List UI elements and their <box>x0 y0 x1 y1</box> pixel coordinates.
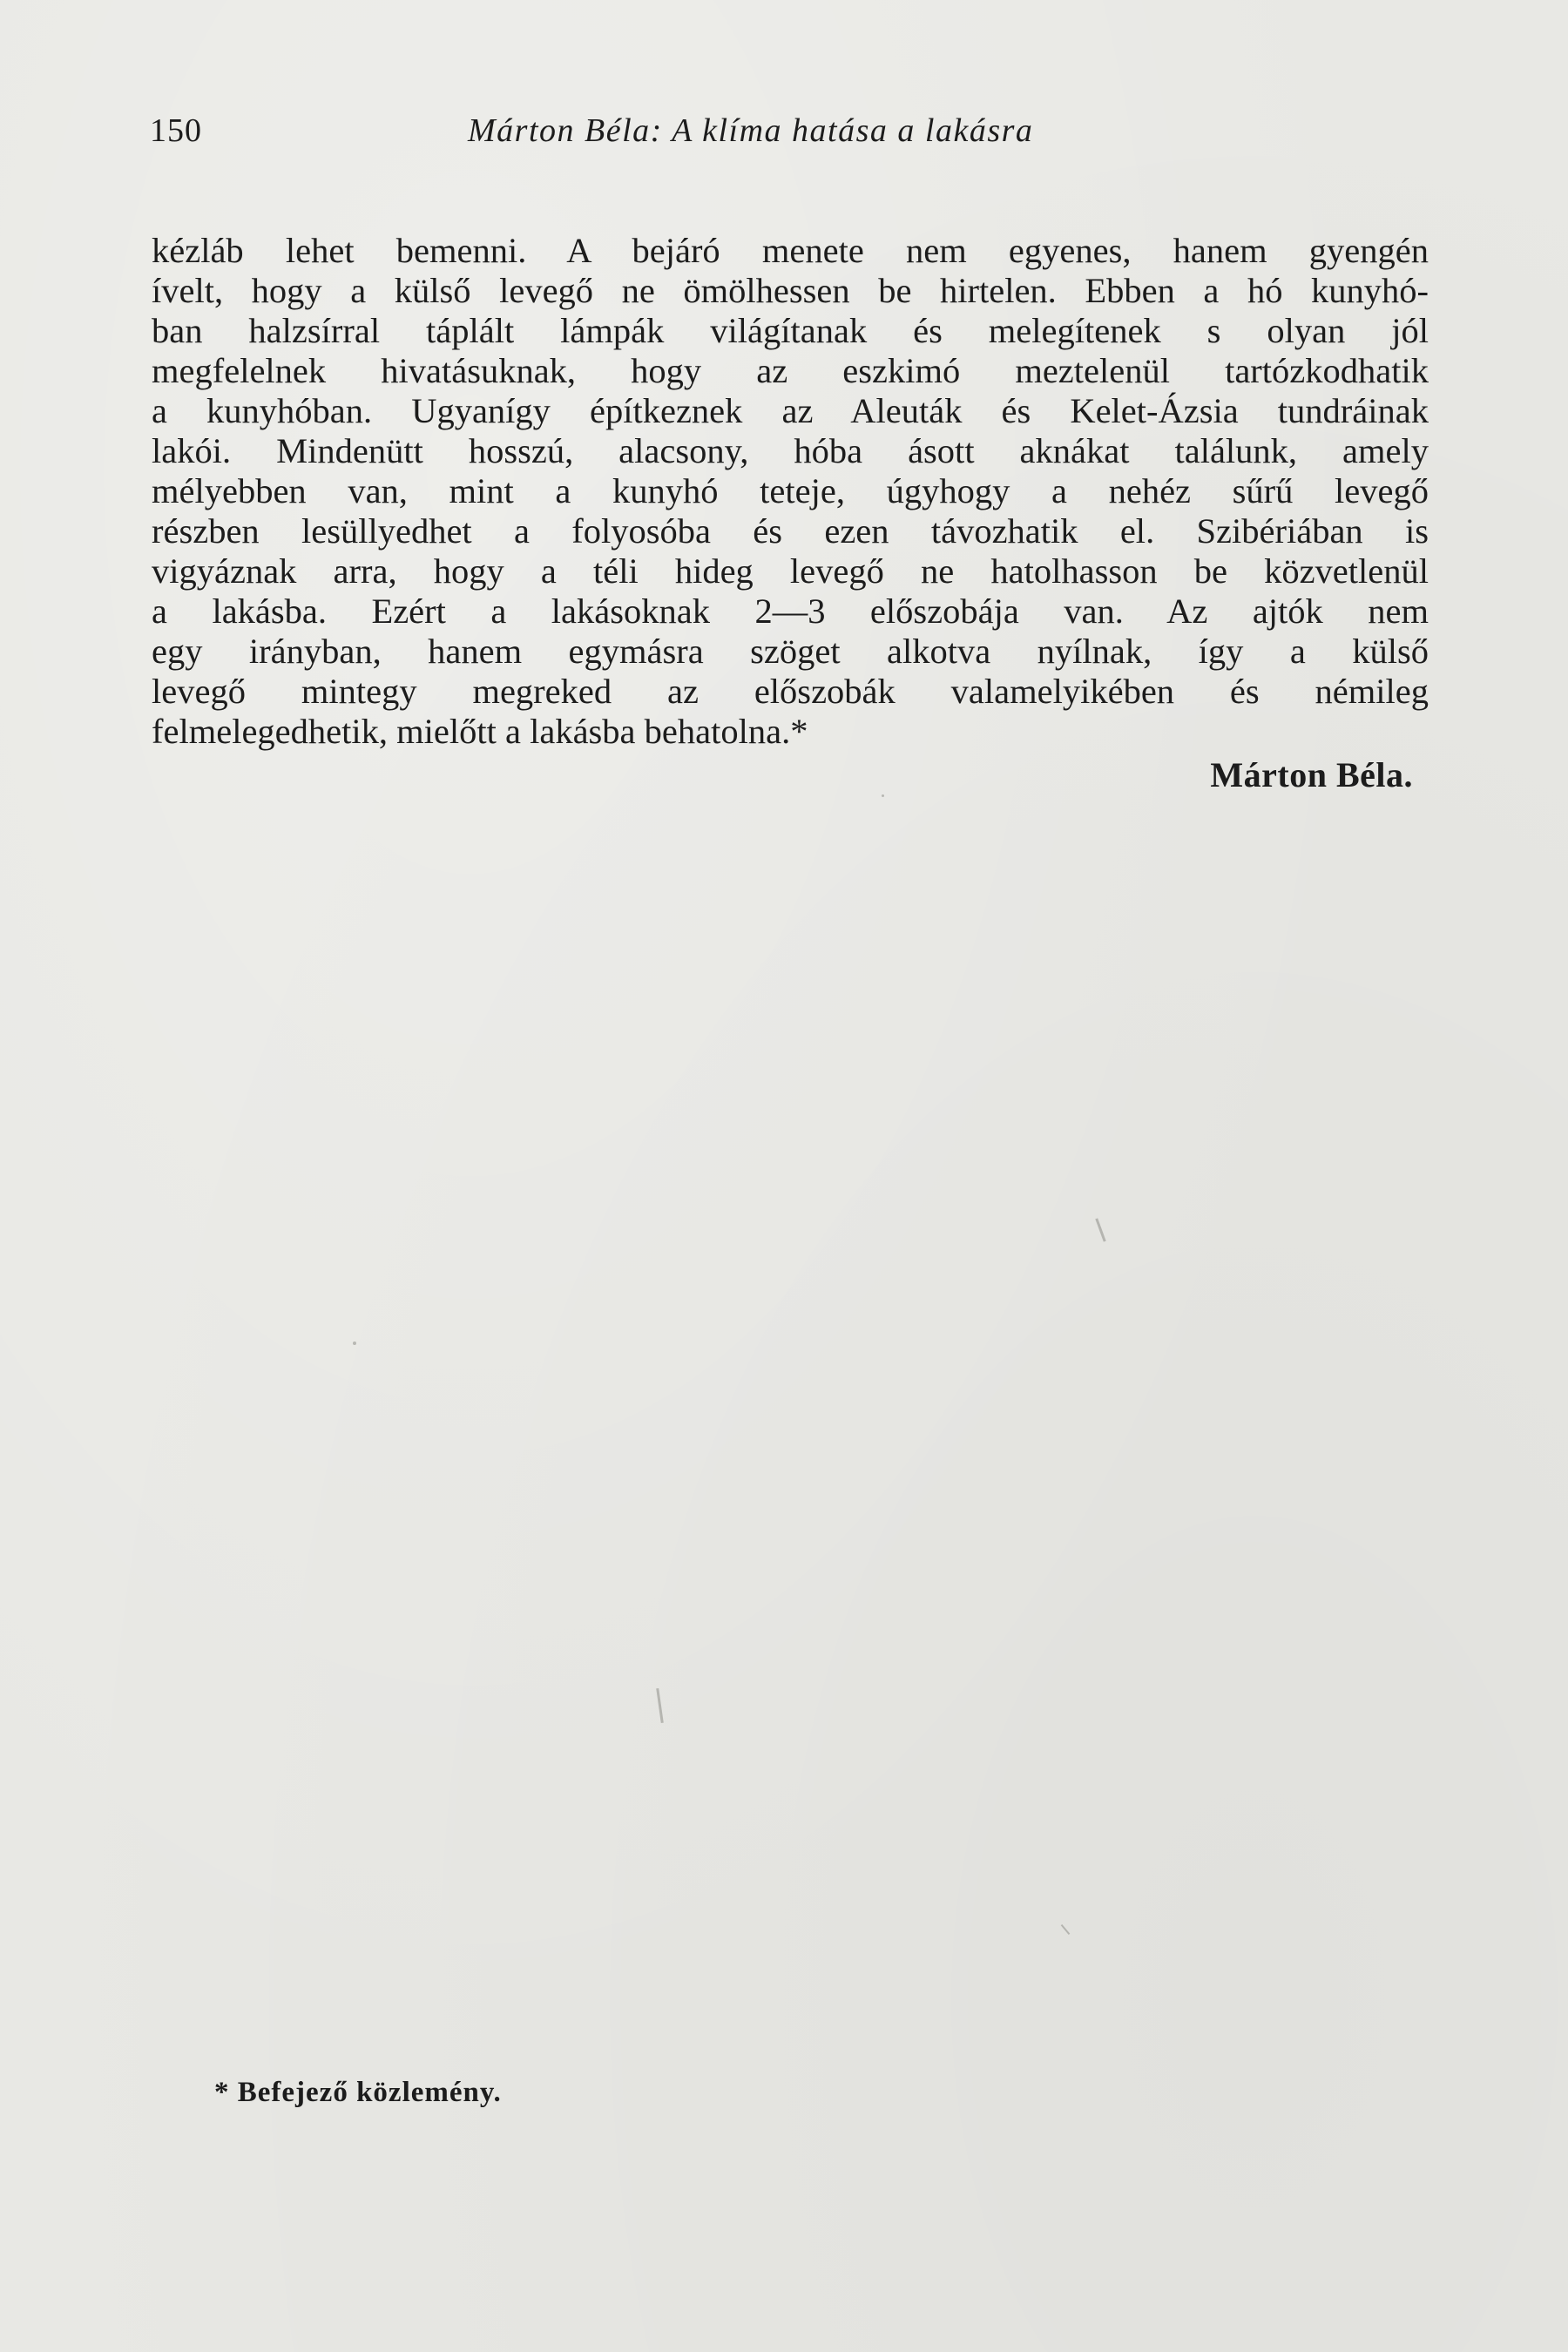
text-line: levegő mintegy megreked az előszobák valamelyikében és némileg <box>152 672 1429 711</box>
text-line: a kunyhóban. Ugyanígy építkeznek az Aleuták és Kelet-Ázsia tundráinak <box>152 391 1429 430</box>
text-line: megfelelnek hivatásuknak, hogy az eszkimó meztelenül tartózkodhatik <box>152 351 1429 390</box>
paper-speck <box>353 1342 356 1345</box>
page-header <box>150 112 1422 164</box>
text-line: vigyáznak arra, hogy a téli hideg levegő ne hatolhasson be közvetlenül <box>152 551 1429 591</box>
body-text <box>152 231 1429 752</box>
text-line: egy irányban, hanem egymásra szöget alkotva nyílnak, így a külső <box>152 632 1429 671</box>
page-number: 150 <box>150 112 202 149</box>
text-line: a lakásba. Ezért a lakásoknak 2—3 előszobája van. Az ajtók nem <box>152 591 1429 631</box>
text-line: mélyebben van, mint a kunyhó teteje, úgyhogy a nehéz sűrű levegő <box>152 471 1429 510</box>
paper-speck <box>1095 1218 1105 1241</box>
running-head: Márton Béla: A klíma hatása a lakásra <box>468 112 1034 149</box>
paper-speck <box>1061 1924 1071 1935</box>
author-signature: Márton Béla. <box>1210 755 1413 794</box>
text-line: ban halzsírral táplált lámpák világítanak és melegítenek s olyan jól <box>152 311 1429 350</box>
text-line: részben lesüllyedhet a folyosóba és ezen távozhatik el. Szibériában is <box>152 511 1429 551</box>
text-line: felmelegedhetik, mielőtt a lakásba behatolna.* <box>152 712 808 751</box>
paper-speck <box>656 1688 664 1723</box>
text-line: lakói. Mindenütt hosszú, alacsony, hóba ásott aknákat találunk, amely <box>152 431 1429 470</box>
text-line: ívelt, hogy a külső levegő ne ömölhessen be hirtelen. Ebben a hó kunyhó- <box>152 271 1429 310</box>
text-line: kézláb lehet bemenni. A bejáró menete nem egyenes, hanem gyengén <box>152 231 1429 270</box>
footnote: * Befejező közlemény. <box>214 2077 502 2108</box>
paper-speck <box>882 794 884 797</box>
